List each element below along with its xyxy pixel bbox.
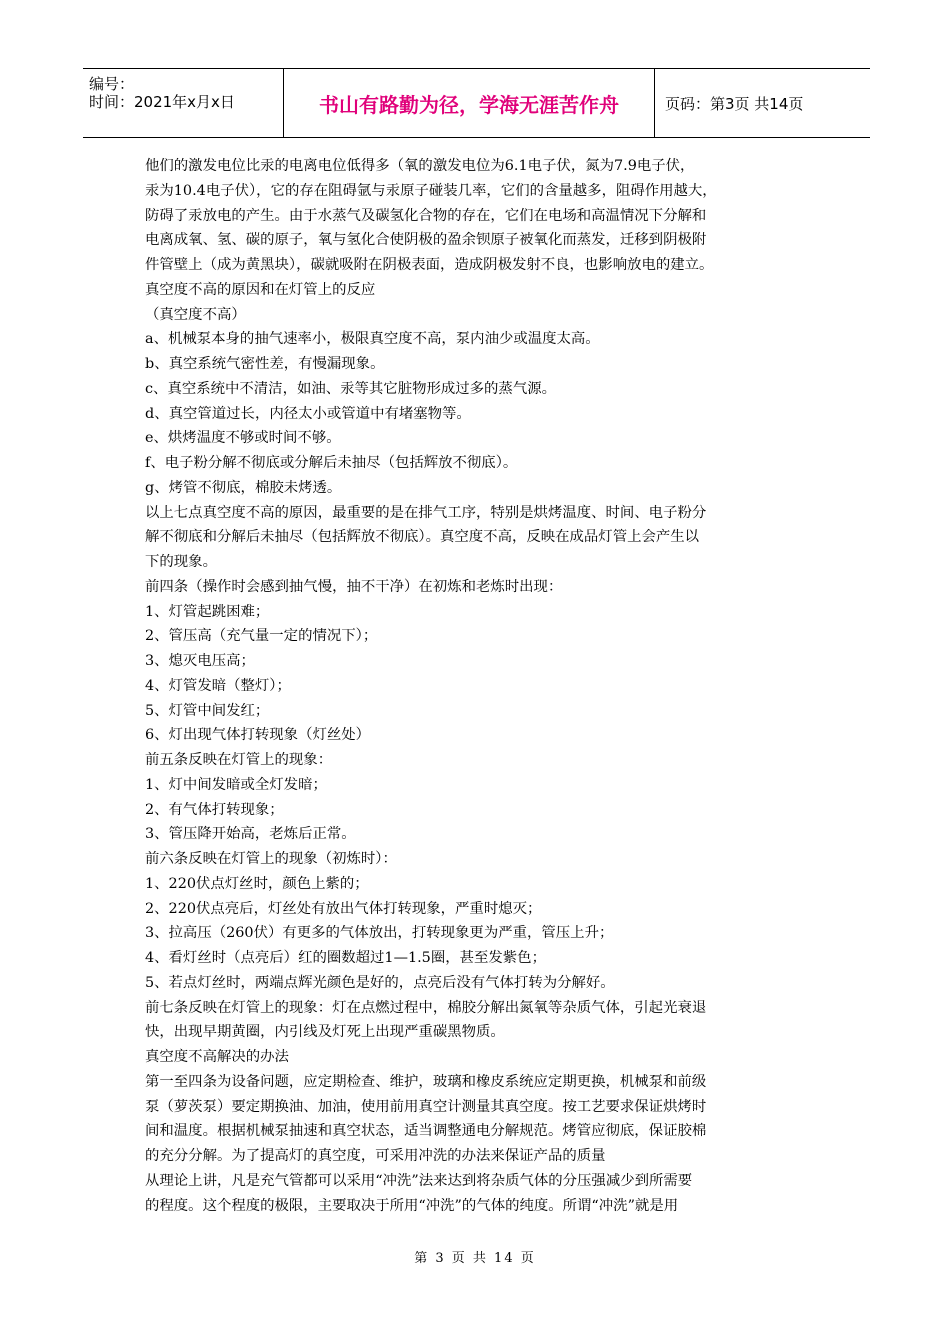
text-line: 3、管压降开始高，老炼后正常。 — [145, 826, 356, 843]
text-line: 2、有气体打转现象； — [145, 801, 284, 818]
text-line: 前五条反映在灯管上的现象： — [145, 752, 333, 768]
text-line: e、烘烤温度不够或时间不够。 — [145, 430, 341, 447]
text-line: 的充分分解。为了提高灯的真空度，可采用冲洗的办法来保证产品的质量 — [145, 1148, 606, 1164]
text-line: 2、220伏点亮后，灯丝处有放出气体打转现象，严重时熄灭； — [145, 900, 542, 917]
text-line: 防碍了汞放电的产生。由于水蒸气及碳氢化合物的存在，它们在电场和高温情况下分解和 — [145, 207, 707, 224]
text-line: 3、熄灭电压高； — [145, 653, 255, 669]
text-line: 6、灯出现气体打转现象（灯丝处） — [145, 727, 371, 744]
header-page-label: 页码：第3页 共14页 — [665, 94, 804, 113]
text-line: 1、220伏点灯丝时，颜色上紫的； — [145, 875, 369, 892]
text-line: 3、拉高压（260伏）有更多的气体放出，打转现象更为严重，管压上升； — [145, 925, 614, 942]
text-line: 汞为10.4电子伏），它的存在阻碍氩与汞原子碰装几率，它们的含量越多，阻碍作用越大， — [145, 182, 717, 199]
text-line: 5、若点灯丝时，两端点辉光颜色是好的，点亮后没有气体打转为分解好。 — [145, 974, 615, 991]
text-line: 下的现象。 — [145, 554, 217, 570]
text-line: g、烤管不彻底，棉胶未烤透。 — [145, 479, 342, 496]
page-header — [83, 68, 870, 138]
body-text — [145, 154, 815, 1218]
text-line: 泵（萝茨泵）要定期换油、加油，使用前用真空计测量其真空度。按工艺要求保证烘烤时 — [145, 1098, 707, 1115]
text-line: 4、灯管发暗（整灯）； — [145, 677, 291, 694]
text-line: 件管壁上（成为黄黑块），碳就吸附在阴极表面，造成阴极发射不良，也影响放电的建立。 — [145, 257, 714, 273]
page-footer: 第 3 页 共 14 页 — [414, 1251, 536, 1266]
header-meta-cell — [83, 69, 284, 137]
text-line: 1、灯中间发暗或全灯发暗； — [145, 776, 327, 793]
document-number-label: 编号： — [89, 75, 135, 93]
text-line: a、机械泵本身的抽气速率小，极限真空度不高，泵内油少或温度太高。 — [145, 331, 600, 348]
text-line: 间和温度。根据机械泵抽速和真空状态，适当调整通电分解规范。烤管应彻底，保证胶棉 — [145, 1123, 707, 1140]
text-line: f、电子粉分解不彻底或分解后未抽尽（包括辉放不彻底）。 — [145, 455, 518, 471]
text-line: 第一至四条为设备问题，应定期检查、维护，玻璃和橡皮系统应定期更换，机械泵和前级 — [145, 1073, 707, 1090]
text-line: b、真空系统气密性差，有慢漏现象。 — [145, 356, 385, 372]
text-line: 真空度不高解决的办法 — [145, 1049, 289, 1065]
header-motto: 书山有路勤为径，学海无涯苦作舟 — [284, 69, 655, 137]
text-line: （真空度不高） — [145, 306, 246, 323]
text-line: 4、看灯丝时（点亮后）红的圈数超过1—1.5圈，甚至发紫色； — [145, 950, 546, 966]
text-line: 电离成氧、氢、碳的原子，氧与氢化合使阴极的盈余钡原子被氧化而蒸发，迁移到阴极附 — [145, 232, 707, 249]
text-line: 真空度不高的原因和在灯管上的反应 — [145, 281, 376, 298]
text-line: 1、灯管起跳困难； — [145, 603, 270, 620]
text-line: 前六条反映在灯管上的现象（初炼时）： — [145, 851, 397, 867]
text-line: 以上七点真空度不高的原因，最重要的是在排气工序，特别是烘烤温度、时间、电子粉分 — [145, 504, 707, 521]
text-line: 从理论上讲，凡是充气管都可以采用“冲洗”法来达到将杂质气体的分压强减少到所需要 — [145, 1172, 693, 1189]
text-line: d、真空管道过长，内径太小或管道中有堵塞物等。 — [145, 405, 471, 422]
text-line: 解不彻底和分解后未抽尽（包括辉放不彻底）。真空度不高，反映在成品灯管上会产生以 — [145, 529, 700, 546]
text-line: 他们的激发电位比汞的电离电位低得多（氧的激发电位为6.1电子伏，氮为7.9电子伏， — [145, 158, 695, 174]
text-line: 2、管压高（充气量一定的情况下）； — [145, 628, 378, 645]
document-date-label: 时间：2021年x月x日 — [89, 93, 235, 111]
text-line: 前七条反映在灯管上的现象：灯在点燃过程中，棉胶分解出氮氧等杂质气体，引起光衰退 — [145, 999, 707, 1016]
text-line: 的程度。这个程度的极限，主要取决于所用“冲洗”的气体的纯度。所谓“冲洗”就是用 — [145, 1197, 679, 1214]
text-line: 5、灯管中间发红； — [145, 702, 270, 719]
text-line: 快，出现早期黄圈，内引线及灯死上出现严重碳黑物质。 — [145, 1024, 505, 1041]
text-line: 前四条（操作时会感到抽气慢，抽不干净）在初炼和老炼时出现： — [145, 578, 563, 595]
text-line: c、真空系统中不清洁，如油、汞等其它脏物形成过多的蒸气源。 — [145, 380, 556, 397]
